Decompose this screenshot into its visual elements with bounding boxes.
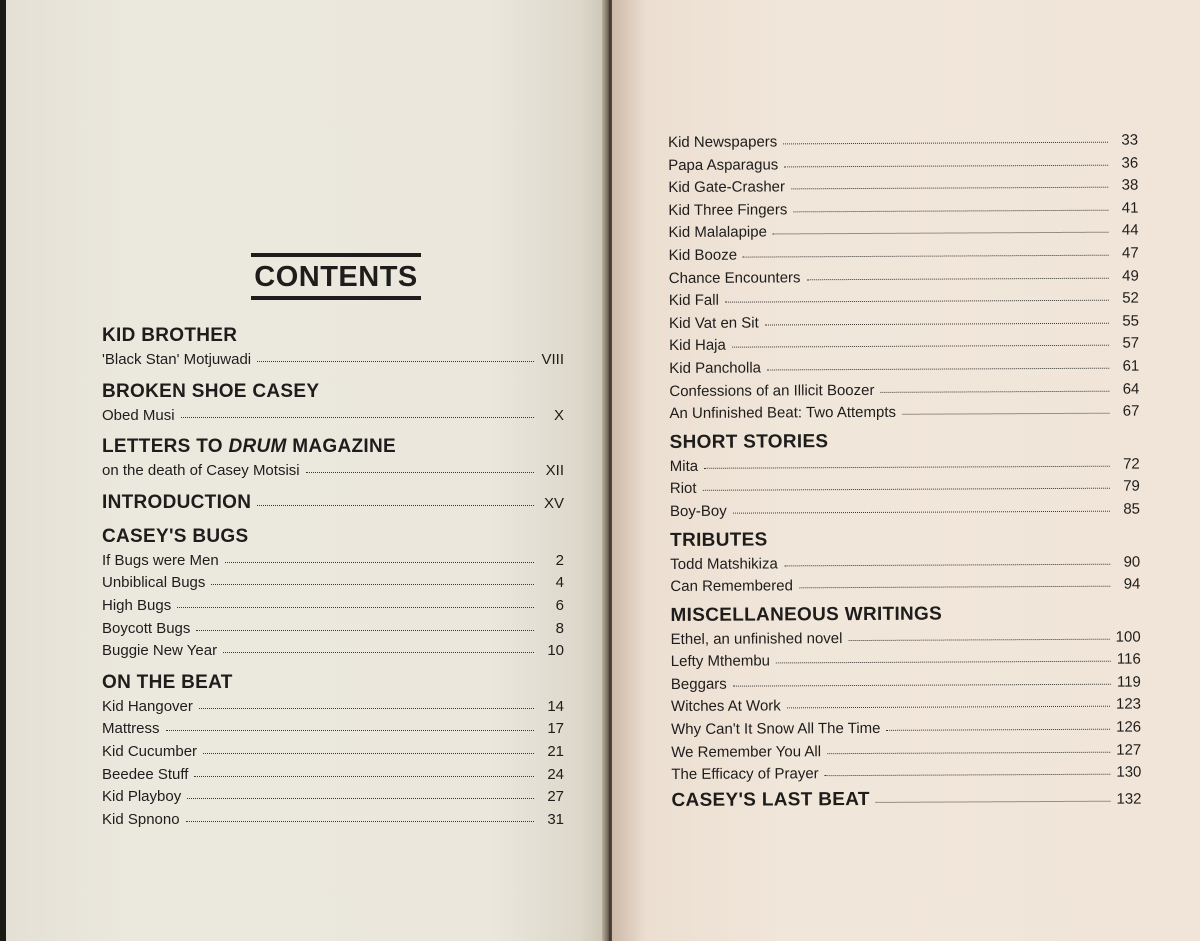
toc-entry (102, 572, 564, 595)
toc-page-number: XII (545, 462, 564, 480)
toc-entry-label: Can Remembered (670, 577, 793, 596)
leader-dots (793, 208, 1108, 212)
toc-entry-label: Kid Playboy (102, 788, 182, 806)
toc-page-number: 52 (1122, 289, 1139, 307)
toc-page-number: 47 (1121, 244, 1139, 262)
leader-dots (733, 683, 1111, 687)
leader-dots (223, 651, 534, 653)
toc-entry (668, 175, 1138, 200)
toc-entry (669, 378, 1139, 403)
toc-entry-label: Kid Cucumber (102, 742, 198, 760)
toc-page-number: 49 (1122, 267, 1139, 285)
leader-dots (257, 504, 534, 506)
toc-entry-label: Kid Malalapipe (668, 223, 767, 242)
toc-entry (671, 694, 1141, 719)
toc-entry (671, 671, 1141, 696)
toc-entry-label: Boycott Bugs (102, 619, 191, 637)
leader-dots (196, 629, 534, 631)
toc-page-number: 79 (1123, 477, 1140, 495)
toc-entry-label: Witches At Work (670, 697, 781, 716)
toc-page-number: XV (543, 494, 564, 512)
toc-page-number: 24 (547, 765, 564, 783)
leader-dots (880, 389, 1109, 392)
toc-entry-label: Kid Gate-Crasher (668, 178, 786, 197)
toc-page-number: 119 (1116, 673, 1141, 691)
toc-entry-label: Boy-Boy (669, 502, 727, 520)
toc-page-number: 123 (1115, 696, 1142, 714)
toc-page-number: 61 (1122, 357, 1140, 375)
toc-page-number: 127 (1116, 741, 1142, 759)
leader-dots (773, 231, 1109, 235)
toc-page-number: 33 (1121, 131, 1139, 149)
leader-dots (902, 412, 1109, 415)
toc-entry (102, 640, 564, 663)
heading-part: LETTERS TO (102, 436, 229, 458)
toc-entry (669, 265, 1139, 290)
leader-dots (186, 820, 534, 822)
leader-dots (827, 750, 1110, 753)
toc-entry (669, 401, 1139, 426)
toc-entry (102, 349, 564, 372)
toc-page-number: 90 (1123, 553, 1141, 571)
toc-page-number: 126 (1116, 718, 1142, 736)
toc-page-number: 21 (547, 742, 564, 760)
leader-dots (703, 487, 1110, 491)
toc-entry-label: Chance Encounters (668, 268, 801, 287)
toc-entry-label: If Bugs were Men (102, 551, 219, 569)
toc-page-number: 41 (1121, 199, 1139, 217)
toc-entry-label: Kid Booze (668, 246, 738, 264)
toc-entry (669, 355, 1139, 380)
toc-entry (670, 498, 1140, 523)
leader-dots (704, 464, 1110, 468)
toc-entry-label: Why Can't It Snow All The Time (671, 719, 881, 739)
leader-dots (725, 299, 1109, 303)
toc-entry-caseys-last-beat (671, 784, 1141, 814)
toc-entry (669, 288, 1139, 313)
toc-entry (102, 696, 564, 719)
leader-dots (733, 510, 1110, 514)
leader-dots (784, 163, 1108, 167)
toc-entry-label: Papa Asparagus (668, 156, 779, 174)
section-heading-caseys-bugs: CASEY'S BUGS (102, 525, 249, 547)
toc-entry-label: 'Black Stan' Motjuwadi (102, 351, 252, 368)
toc-entry (102, 550, 564, 573)
toc-entry (670, 551, 1140, 576)
leader-dots (765, 321, 1109, 325)
leader-dots (732, 344, 1109, 348)
toc-page-number: 64 (1122, 380, 1140, 398)
leader-dots (767, 367, 1109, 371)
toc-entry (102, 460, 564, 483)
toc-page-number: 31 (547, 810, 564, 828)
toc-page-number: 132 (1116, 790, 1142, 808)
toc-entry-label: Riot (669, 480, 697, 498)
toc-entry-label: Mita (669, 457, 699, 475)
toc-entry (671, 762, 1141, 787)
toc-page-number: 10 (547, 642, 564, 660)
leader-dots (783, 141, 1108, 145)
leader-dots (306, 471, 534, 473)
toc-entry-label: Kid Three Fingers (668, 201, 788, 219)
leader-dots (787, 705, 1110, 709)
left-toc (102, 322, 564, 831)
left-page (6, 0, 610, 941)
leader-dots (257, 360, 534, 362)
toc-page-number: 100 (1115, 628, 1141, 646)
toc-page-number: 17 (547, 720, 564, 738)
toc-page-number: X (553, 406, 564, 424)
toc-entry-label: Kid Pancholla (669, 359, 762, 377)
section-heading-miscellaneous-writings: MISCELLANEOUS WRITINGS (670, 603, 943, 626)
toc-page-number: 14 (547, 697, 564, 715)
toc-page-number: 38 (1121, 176, 1139, 194)
toc-entry (102, 405, 564, 428)
leader-dots (177, 606, 534, 608)
toc-entry (668, 152, 1138, 177)
leader-dots (825, 773, 1111, 776)
toc-entry-introduction (102, 489, 564, 517)
toc-entry-label: Confessions of an Illicit Boozer (669, 381, 875, 400)
leader-dots (194, 775, 534, 777)
leader-dots (743, 254, 1109, 258)
leader-dots (848, 637, 1109, 640)
toc-page-number: VIII (541, 351, 564, 368)
toc-page-number: 116 (1116, 650, 1141, 668)
toc-entry-label: Kid Newspapers (668, 133, 778, 151)
toc-page-number: 67 (1122, 402, 1140, 420)
toc-entry-label: Beggars (670, 675, 727, 693)
section-heading-broken-shoe-casey: BROKEN SHOE CASEY (102, 380, 320, 402)
toc-entry (102, 741, 564, 764)
toc-entry (669, 310, 1139, 335)
section-heading-short-stories: SHORT STORIES (669, 430, 829, 453)
leader-dots (199, 707, 534, 709)
toc-entry (668, 220, 1138, 245)
toc-entry-label: on the death of Casey Motsisi (102, 462, 300, 480)
section-heading-caseys-last-beat: CASEY'S LAST BEAT (671, 788, 870, 811)
toc-entry-label: Ethel, an unfinished novel (670, 629, 843, 648)
toc-entry (670, 574, 1140, 599)
toc-page-number: 6 (555, 596, 564, 614)
leader-dots (181, 416, 534, 418)
toc-page-number: 94 (1123, 575, 1141, 593)
toc-entry (671, 717, 1141, 742)
toc-page-number: 57 (1122, 334, 1140, 352)
toc-entry-label: We Remember You All (671, 742, 822, 761)
toc-entry-label: Buggie New Year (102, 642, 218, 660)
toc-page-number: 55 (1122, 312, 1140, 330)
leader-dots (807, 276, 1109, 280)
toc-entry-label: Kid Haja (669, 337, 726, 355)
toc-entry (102, 764, 564, 787)
toc-entry (102, 809, 564, 832)
section-heading-kid-brother: KID BROTHER (102, 325, 238, 346)
toc-entry-label: Lefty Mthembu (670, 652, 771, 671)
leader-dots (166, 729, 534, 731)
toc-entry (671, 626, 1141, 651)
toc-entry (669, 333, 1139, 358)
section-heading-introduction: INTRODUCTION (102, 491, 252, 513)
toc-entry-label: Kid Fall (668, 291, 719, 310)
toc-page-number: 4 (555, 574, 564, 592)
toc-entry-label: Mattress (102, 720, 160, 738)
leader-dots (876, 800, 1111, 803)
toc-entry (102, 718, 564, 741)
section-heading-tributes: TRIBUTES (670, 528, 768, 551)
toc-entry-label: Kid Spnono (102, 810, 180, 828)
toc-entry (102, 595, 564, 618)
section-heading-letters-to-drum (102, 433, 564, 460)
toc-entry (671, 649, 1141, 674)
toc-page-number: 2 (555, 551, 564, 569)
leader-dots (791, 186, 1108, 190)
toc-page-number: 130 (1116, 763, 1142, 781)
toc-entry-label: The Efficacy of Prayer (671, 765, 819, 784)
toc-entry-label: An Unfinished Beat: Two Attempts (669, 403, 897, 423)
toc-page-number: 85 (1123, 500, 1141, 518)
leader-dots (784, 562, 1110, 566)
toc-entry (670, 453, 1140, 478)
leader-dots (225, 561, 534, 563)
heading-part: MAGAZINE (286, 436, 396, 458)
leader-dots (211, 583, 534, 585)
toc-entry (671, 739, 1141, 764)
toc-entry-label: Obed Musi (102, 406, 175, 424)
toc-entry (102, 786, 564, 809)
toc-page-number: 27 (547, 788, 564, 806)
leader-dots (776, 660, 1111, 664)
toc-page-number: 36 (1121, 154, 1139, 172)
contents-title: CONTENTS (251, 253, 421, 300)
toc-entry-label: Kid Hangover (102, 697, 193, 715)
section-heading-on-the-beat: ON THE BEAT (102, 671, 233, 693)
heading-part-italic: DRUM (228, 436, 287, 458)
toc-page-number: 8 (555, 619, 564, 637)
toc-entry (668, 197, 1138, 222)
leader-dots (187, 797, 534, 799)
toc-entry-label: Unbiblical Bugs (102, 574, 206, 592)
toc-entry (668, 130, 1138, 155)
toc-entry (669, 243, 1139, 268)
toc-entry (670, 476, 1140, 501)
leader-dots (799, 585, 1110, 589)
right-toc (668, 130, 1142, 815)
leader-dots (203, 752, 534, 754)
toc-entry-label: Beedee Stuff (102, 765, 189, 783)
toc-entry-label: High Bugs (102, 596, 172, 614)
leader-dots (886, 728, 1110, 731)
toc-page-number: 44 (1121, 221, 1139, 239)
toc-entry-label: Todd Matshikiza (670, 554, 778, 573)
toc-entry-label: Kid Vat en Sit (668, 314, 759, 332)
toc-page-number: 72 (1123, 455, 1140, 473)
toc-entry (102, 618, 564, 641)
